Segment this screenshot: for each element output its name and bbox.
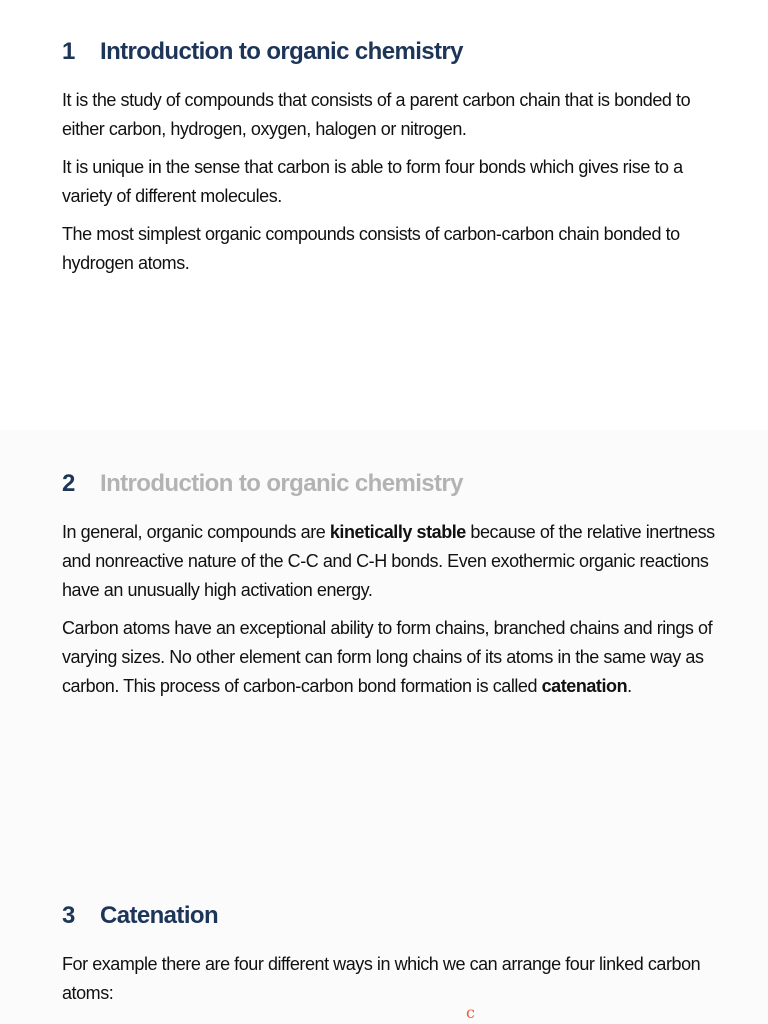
paragraph-catenation xyxy=(62,614,722,701)
text-run: In general, organic compounds are xyxy=(62,522,330,542)
section-2 xyxy=(62,470,722,710)
text-run: Carbon atoms have an exceptional ability to form chains, branched chains and rings of varying sizes. No other element can form long chains of its atoms in the same way as carbon. This process of carbon-carbon bond formation is called xyxy=(62,618,713,696)
text-run: . xyxy=(627,676,632,696)
section-heading xyxy=(62,38,722,70)
section-3 xyxy=(62,902,722,1017)
section-title: Catenation xyxy=(100,902,219,929)
section-1 xyxy=(62,38,722,287)
section-heading xyxy=(62,470,722,502)
section-number: 1 xyxy=(62,38,75,65)
section-title: Introduction to organic chemistry xyxy=(100,38,463,65)
bold-term-catenation: catenation xyxy=(541,676,628,696)
section-number: 2 xyxy=(62,470,75,497)
paragraph: It is the study of compounds that consists of a parent carbon chain that is bonded to either carbon, hydrogen, oxygen, halogen or nitrogen. xyxy=(62,90,691,139)
paragraph-kinetic-stability xyxy=(62,518,722,605)
section-title: Introduction to organic chemistry xyxy=(100,470,463,497)
section-number: 3 xyxy=(62,902,75,929)
bold-term-kinetically-stable: kinetically stable xyxy=(329,522,466,542)
text-run: because of the relative inertness and nonreactive nature of the C-C and C-H bonds. Even exothermic organic reactions have an unusually high activation energy. xyxy=(62,522,715,600)
section-heading xyxy=(62,902,722,934)
paragraph: For example there are four different ways in which we can arrange four linked carbon atoms: xyxy=(62,954,701,1003)
handwritten-annotation: c xyxy=(466,1003,475,1022)
paragraph: It is unique in the sense that carbon is able to form four bonds which gives rise to a variety of different molecules. xyxy=(62,157,683,206)
paragraph: The most simplest organic compounds consists of carbon-carbon chain bonded to hydrogen atoms. xyxy=(62,224,680,273)
